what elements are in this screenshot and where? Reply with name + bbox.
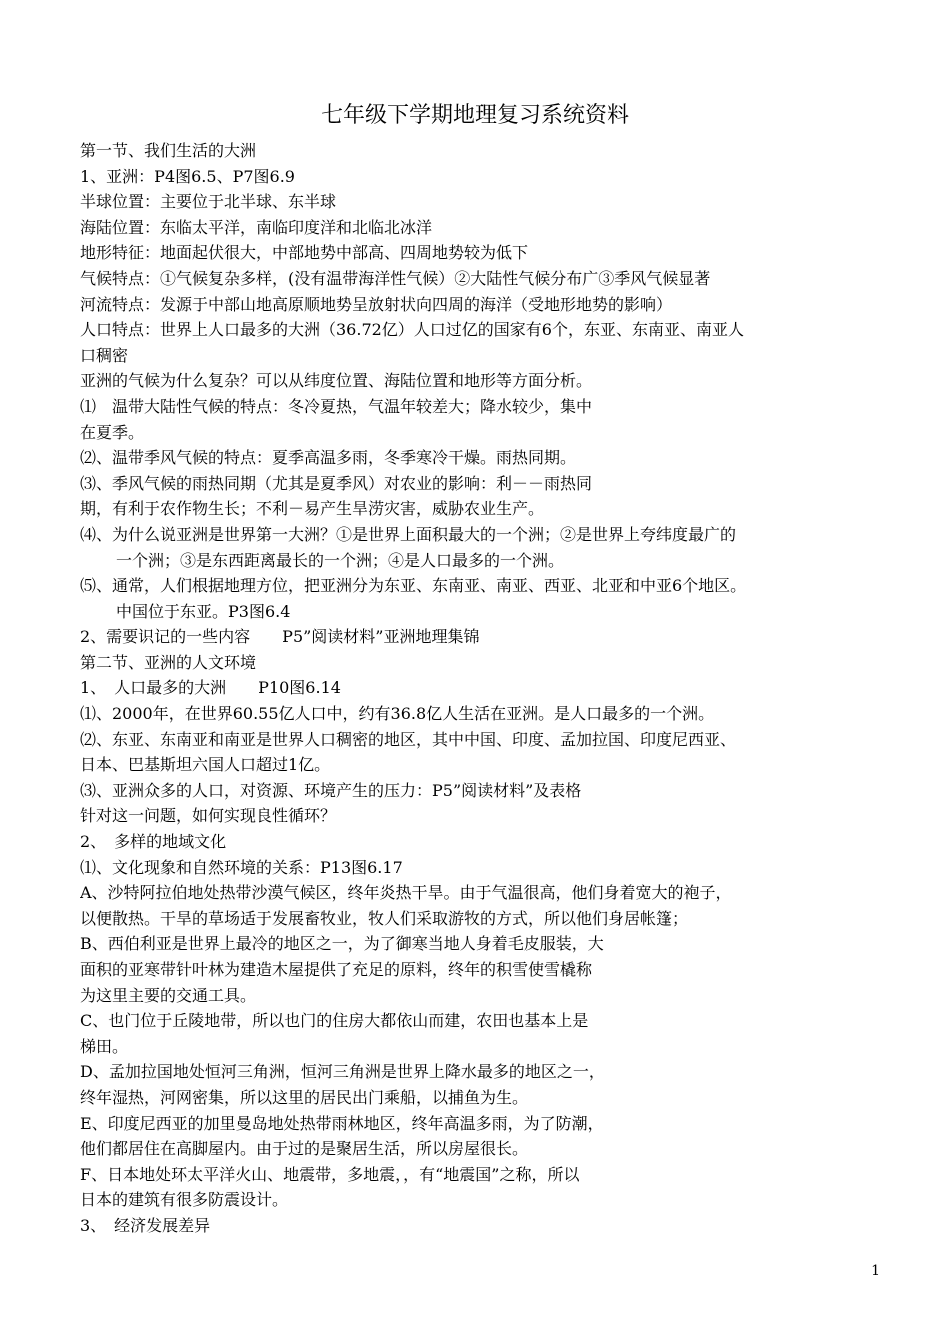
text-line: 2、 多样的地域文化 — [80, 832, 227, 852]
text-line: 期，有利于农作物生长；不利－易产生旱涝灾害，威胁农业生产。 — [80, 499, 545, 519]
text-line: 他们都居住在高脚屋内。由于过的是聚居生活，所以房屋很长。 — [80, 1139, 529, 1159]
text-line: 一个洲；③是东西距离最长的一个洲；④是人口最多的一个洲。 — [116, 550, 565, 570]
text-line: 针对这一问题，如何实现良性循环？ — [80, 806, 337, 826]
text-line: D、孟加拉国地处恒河三角洲，恒河三角洲是世界上降水最多的地区之一， — [80, 1062, 605, 1082]
text-line: 地形特征：地面起伏很大，中部地势中部高、四周地势较为低下 — [80, 243, 529, 263]
text-line: ⑶、季风气候的雨热同期（尤其是夏季风）对农业的影响：利－－雨热同 — [80, 473, 593, 493]
text-line: 河流特点：发源于中部山地高原顺地势呈放射状向四周的海洋（受地形地势的影响） — [80, 294, 673, 314]
text-line: 梯田。 — [80, 1036, 129, 1056]
text-line: ⑷、为什么说亚洲是世界第一大洲？①是世界上面积最大的一个洲；②是世界上夸纬度最广的 — [80, 524, 737, 544]
text-line: 在夏季。 — [80, 422, 145, 442]
text-line: ⑴、文化现象和自然环境的关系：P13图6.17 — [80, 857, 403, 877]
text-line: 半球位置：主要位于北半球、东半球 — [80, 192, 337, 212]
text-line: A、沙特阿拉伯地处热带沙漠气候区，终年炎热干旱。由于气温很高，他们身着宽大的袍子， — [80, 883, 732, 903]
text-line: 第二节、亚洲的人文环境 — [80, 652, 257, 672]
text-line: E、印度尼西亚的加里曼岛地处热带雨林地区，终年高温多雨，为了防潮， — [80, 1113, 604, 1133]
text-line: 以便散热。干旱的草场适于发展畜牧业，牧人们采取游牧的方式，所以他们身居帐篷； — [80, 908, 689, 928]
text-line: 日本、巴基斯坦六国人口超过1亿。 — [80, 755, 331, 775]
text-line: 气候特点：①气候复杂多样，(没有温带海洋性气候）②大陆性气候分布广③季风气候显著 — [80, 268, 711, 288]
text-line: C、也门位于丘陵地带，所以也门的住房大都依山而建，农田也基本上是 — [80, 1011, 589, 1031]
text-line: F、日本地处环太平洋火山、地震带，多地震，，有“地震国”之称，所以 — [80, 1164, 580, 1184]
text-line: ⑴ 温带大陆性气候的特点：冬冷夏热，气温年较差大；降水较少，集中 — [80, 396, 593, 416]
document-title: 七年级下学期地理复习系统资料 — [320, 103, 629, 128]
text-line: ⑸、通常，人们根据地理方位，把亚洲分为东亚、东南亚、南亚、西亚、北亚和中亚6个地区。 — [80, 576, 747, 596]
text-line: 海陆位置：东临太平洋，南临印度洋和北临北冰洋 — [80, 217, 433, 237]
text-line: 人口特点：世界上人口最多的大洲（36.72亿）人口过亿的国家有6个，东亚、东南亚、南亚人 — [80, 320, 744, 340]
document-body — [80, 138, 900, 1239]
text-line: 2、需要识记的一些内容 P5”阅读材料”亚洲地理集锦 — [80, 627, 480, 647]
text-line: 亚洲的气候为什么复杂？可以从纬度位置、海陆位置和地形等方面分析。 — [80, 371, 593, 391]
text-line: ⑵、东亚、东南亚和南亚是世界人口稠密的地区，其中中国、印度、孟加拉国、印度尼西亚、 — [80, 729, 737, 749]
text-line: 终年湿热，河网密集，所以这里的居民出门乘船，以捕鱼为生。 — [80, 1087, 529, 1107]
text-line: 日本的建筑有很多防震设计。 — [80, 1190, 289, 1210]
text-line: B、西伯利亚是世界上最冷的地区之一，为了御寒当地人身着毛皮服装，大 — [80, 934, 604, 954]
text-line: 口稠密 — [80, 345, 129, 365]
text-line: 面积的亚寒带针叶林为建造木屋提供了充足的原料，终年的积雪使雪橇称 — [80, 960, 593, 979]
text-line: 1、 人口最多的大洲 P10图6.14 — [80, 678, 341, 698]
text-line: ⑴、2000年，在世界60.55亿人口中，约有36.8亿人生活在亚洲。是人口最多的一个洲。 — [80, 704, 715, 724]
text-line: 为这里主要的交通工具。 — [80, 985, 257, 1005]
text-line: ⑵、温带季风气候的特点：夏季高温多雨，冬季寒冷干燥。雨热同期。 — [80, 448, 577, 468]
text-line: 3、 经济发展差异 — [80, 1215, 211, 1235]
page-number: 1 — [871, 1263, 880, 1279]
text-line: 中国位于东亚。P3图6.4 — [116, 601, 291, 621]
text-line: 1、亚洲：P4图6.5、P7图6.9 — [80, 166, 295, 186]
text-line: 第一节、我们生活的大洲 — [80, 141, 257, 160]
text-line: ⑶、亚洲众多的人口，对资源、环境产生的压力：P5”阅读材料”及表格 — [80, 780, 582, 800]
